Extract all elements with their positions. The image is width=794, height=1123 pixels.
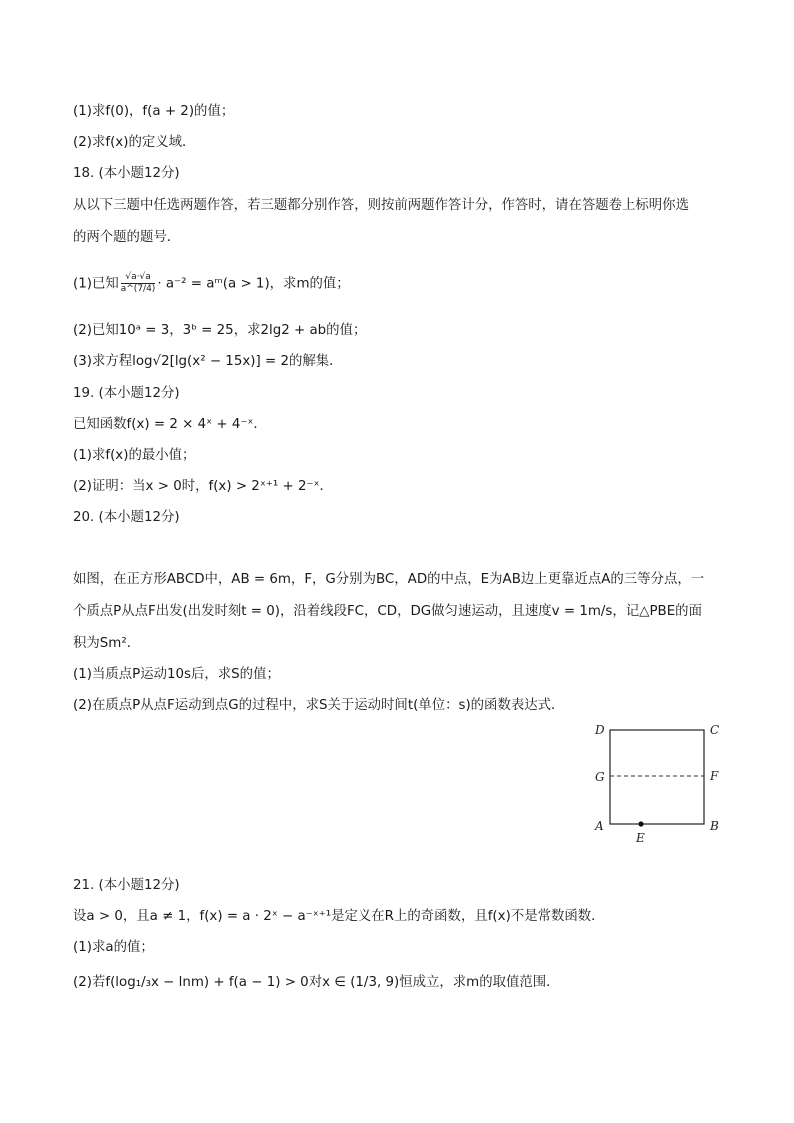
label-f: F: [710, 769, 719, 783]
q18-part1-fraction: [121, 272, 156, 295]
label-d: D: [595, 723, 605, 737]
q18-intro-line2: 的两个题的题号．: [73, 230, 181, 245]
q20-part2: (2)在质点P从点F运动到点G的过程中，求S关于运动时间t(单位：s)的函数表达式．: [73, 698, 565, 713]
label-g: G: [595, 770, 605, 784]
point-e: [638, 821, 643, 826]
fraction-numerator: √a·√a: [121, 272, 156, 284]
q18-part1: [73, 272, 350, 295]
square-abcd: [610, 730, 704, 824]
q20-line3: 积为Sm²．: [73, 636, 141, 651]
q19-part1: (1)求f(x)的最小值；: [73, 448, 196, 463]
q21-intro: 设a > 0，且a ≠ 1，f(x) = a · 2ˣ − a⁻ˣ⁺¹是定义在R上的奇函数，且f(x)不是常数函数．: [73, 909, 605, 924]
q20-part1: (1)当质点P运动10s后，求S的值；: [73, 667, 280, 682]
q18-part1-rest: · a⁻² = aᵐ(a > 1)，求m的值；: [157, 276, 350, 292]
q20-line1: 如图，在正方形ABCD中，AB = 6m，F，G分别为BC，AD的中点，E为AB边上更靠近点A的三等分点，一: [73, 572, 705, 587]
q18-part1-prefix: (1)已知: [73, 276, 119, 292]
square-diagram: [590, 718, 730, 848]
q21-heading: 21. (本小题12分): [73, 878, 180, 893]
q19-part2: (2)证明：当x > 0时，f(x) > 2ˣ⁺¹ + 2⁻ˣ．: [73, 479, 333, 494]
q20-heading: 20. (本小题12分): [73, 510, 180, 525]
q19-intro: 已知函数f(x) = 2 × 4ˣ + 4⁻ˣ．: [73, 417, 267, 432]
q18-part2: (2)已知10ᵃ = 3，3ᵇ = 25，求2lg2 + ab的值；: [73, 323, 367, 338]
label-a: A: [595, 819, 604, 833]
q18-heading: 18. (本小题12分): [73, 166, 180, 181]
q17-part1: (1)求f(0)，f(a + 2)的值；: [73, 104, 235, 119]
q21-part1: (1)求a的值；: [73, 940, 154, 955]
q18-intro-line1: 从以下三题中任选两题作答，若三题都分别作答，则按前两题作答计分，作答时，请在答题卷上标明你选: [73, 198, 689, 213]
label-c: C: [710, 723, 720, 737]
q21-part2: (2)若f(log₁/₃x − lnm) + f(a − 1) > 0对x ∈ (1/3, 9)恒成立，求m的取值范围．: [73, 975, 560, 990]
label-b: B: [710, 819, 719, 833]
q17-part2: (2)求f(x)的定义域．: [73, 135, 196, 150]
label-e: E: [636, 831, 645, 845]
q20-line2: 个质点P从点F出发(出发时刻t = 0)，沿着线段FC，CD，DG做匀速运动，且速度v = 1m/s，记△PBE的面: [73, 604, 702, 619]
q18-part3: (3)求方程log√2[lg(x² − 15x)] = 2的解集．: [73, 354, 343, 369]
q19-heading: 19. (本小题12分): [73, 386, 180, 401]
fraction-denominator: a^(7/4): [120, 284, 156, 294]
square-figure: [590, 718, 730, 848]
